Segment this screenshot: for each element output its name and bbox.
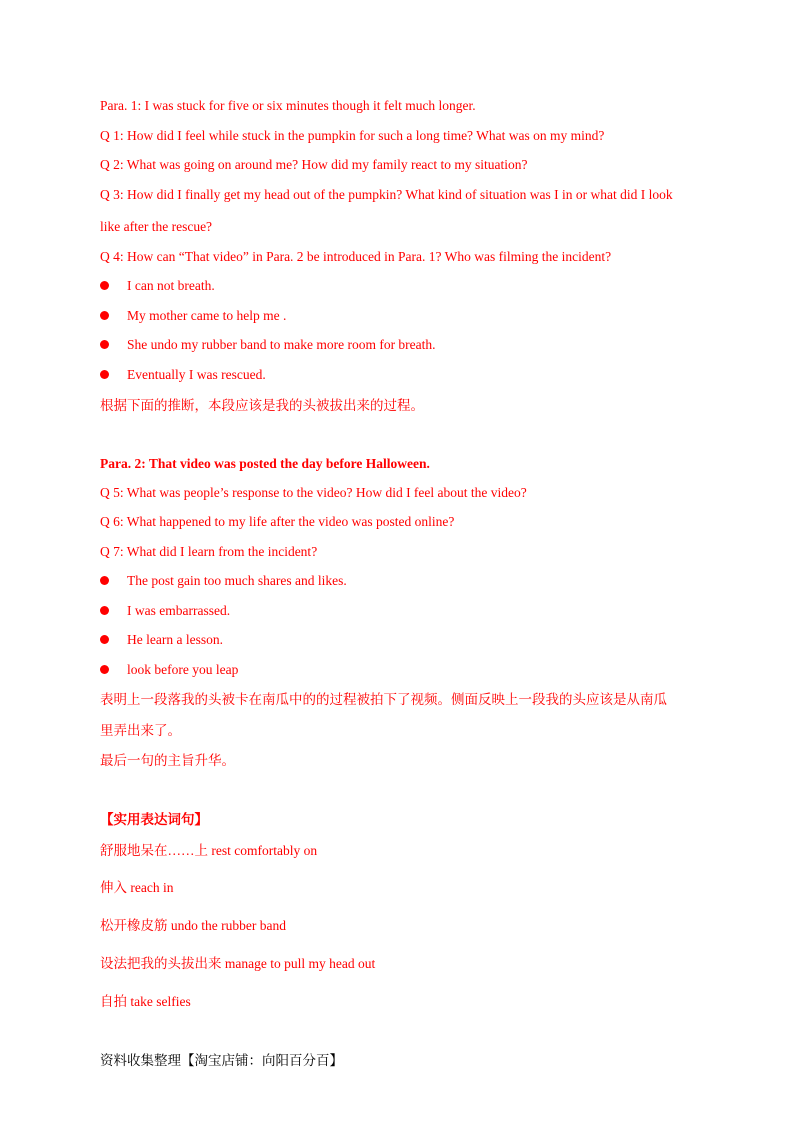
para1-bullet-item: I can not breath.	[100, 277, 215, 295]
expressions-heading: 【实用表达词句】	[100, 812, 208, 827]
para1-title: Para. 1: I was stuck for five or six minutes though it felt much longer.	[100, 98, 476, 113]
bullet-dot-icon	[100, 311, 109, 320]
para2-title: Para. 2: That video was posted the day before Halloween.	[100, 456, 430, 471]
question-4: Q 4: How can “That video” in Para. 2 be introduced in Para. 1? Who was filming the incident?	[100, 249, 612, 264]
para1-bullet-item: Eventually I was rescued.	[100, 366, 266, 384]
question-6: Q 6: What happened to my life after the video was posted online?	[100, 514, 455, 529]
para2-bullet-item: I was embarrassed.	[100, 602, 230, 620]
para2-bullet-item: look before you leap	[100, 661, 238, 679]
para1-note: 根据下面的推断，本段应该是我的头被拔出来的过程。	[100, 398, 424, 413]
question-3-line-2: like after the rescue?	[100, 219, 213, 234]
expression-item: 舒服地呆在……上 rest comfortably on	[100, 843, 318, 858]
expression-item: 设法把我的头拔出来 manage to pull my head out	[100, 956, 376, 971]
question-5: Q 5: What was people’s response to the video? How did I feel about the video?	[100, 485, 527, 500]
bullet-dot-icon	[100, 665, 109, 674]
expression-item: 伸入 reach in	[100, 880, 174, 895]
expression-item: 自拍 take selfies	[100, 994, 191, 1009]
bullet-dot-icon	[100, 370, 109, 379]
question-2: Q 2: What was going on around me? How did my family react to my situation?	[100, 157, 528, 172]
para2-note-line-1: 表明上一段落我的头被卡在南瓜中的的过程被拍下了视频。侧面反映上一段我的头应该是从南瓜	[100, 692, 667, 707]
bullet-dot-icon	[100, 340, 109, 349]
para1-bullet-item: She undo my rubber band to make more room for breath.	[100, 336, 436, 354]
footer-source: 资料收集整理【淘宝店铺：向阳百分百】	[100, 1053, 343, 1068]
question-7: Q 7: What did I learn from the incident?	[100, 544, 318, 559]
bullet-dot-icon	[100, 606, 109, 615]
expression-item: 松开橡皮筋 undo the rubber band	[100, 918, 286, 933]
para2-bullet-item: He learn a lesson.	[100, 631, 223, 649]
question-3-line-1: Q 3: How did I finally get my head out of the pumpkin? What kind of situation was I in or what did I look	[100, 187, 673, 202]
bullet-dot-icon	[100, 635, 109, 644]
para2-note-2: 最后一句的主旨升华。	[100, 753, 235, 768]
para2-note-line-2: 里弄出来了。	[100, 723, 181, 738]
question-1: Q 1: How did I feel while stuck in the pumpkin for such a long time? What was on my mind?	[100, 128, 605, 143]
bullet-dot-icon	[100, 576, 109, 585]
para1-bullet-item: My mother came to help me .	[100, 307, 286, 325]
bullet-dot-icon	[100, 281, 109, 290]
para2-bullet-item: The post gain too much shares and likes.	[100, 572, 347, 590]
